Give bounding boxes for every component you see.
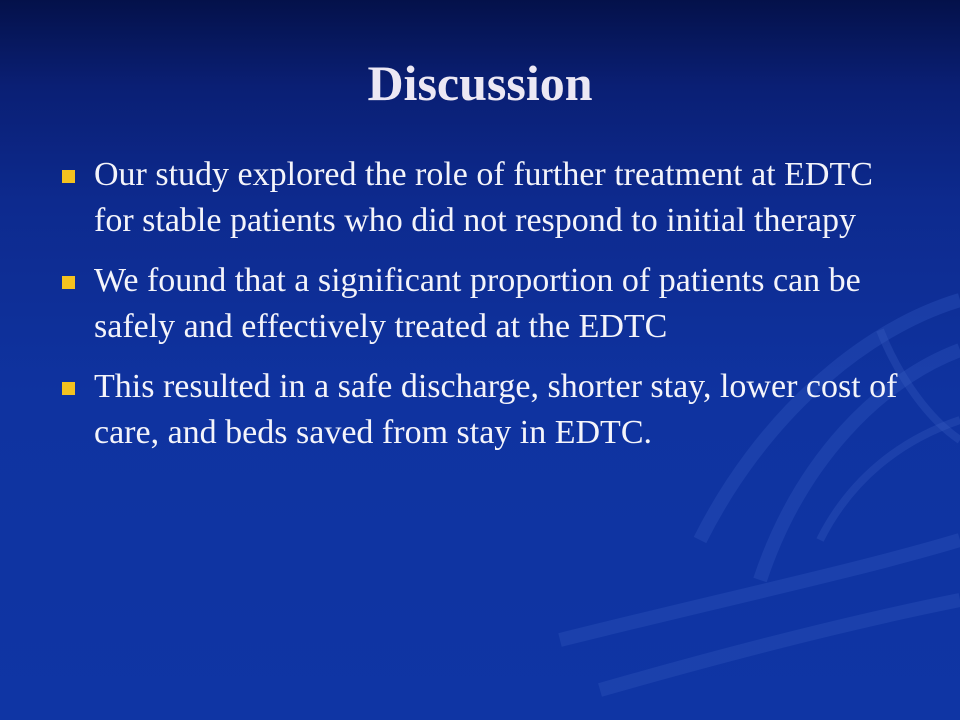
- bullet-item: [60, 258, 910, 350]
- slide-title: Discussion: [367, 55, 593, 111]
- square-bullet-icon: [62, 276, 75, 289]
- bullet-text: We found that a significant proportion of patients can be safely and effectively treated at the EDTC: [94, 262, 861, 345]
- bullet-text: This resulted in a safe discharge, shorter stay, lower cost of care, and beds saved from stay in EDTC.: [94, 368, 898, 451]
- bullet-list: [60, 152, 910, 470]
- bullet-item: [60, 152, 910, 244]
- square-bullet-icon: [62, 170, 75, 183]
- bullet-text: Our study explored the role of further treatment at EDTC for stable patients who did not respond to initial therapy: [94, 156, 873, 239]
- bullet-item: [60, 364, 910, 456]
- square-bullet-icon: [62, 382, 75, 395]
